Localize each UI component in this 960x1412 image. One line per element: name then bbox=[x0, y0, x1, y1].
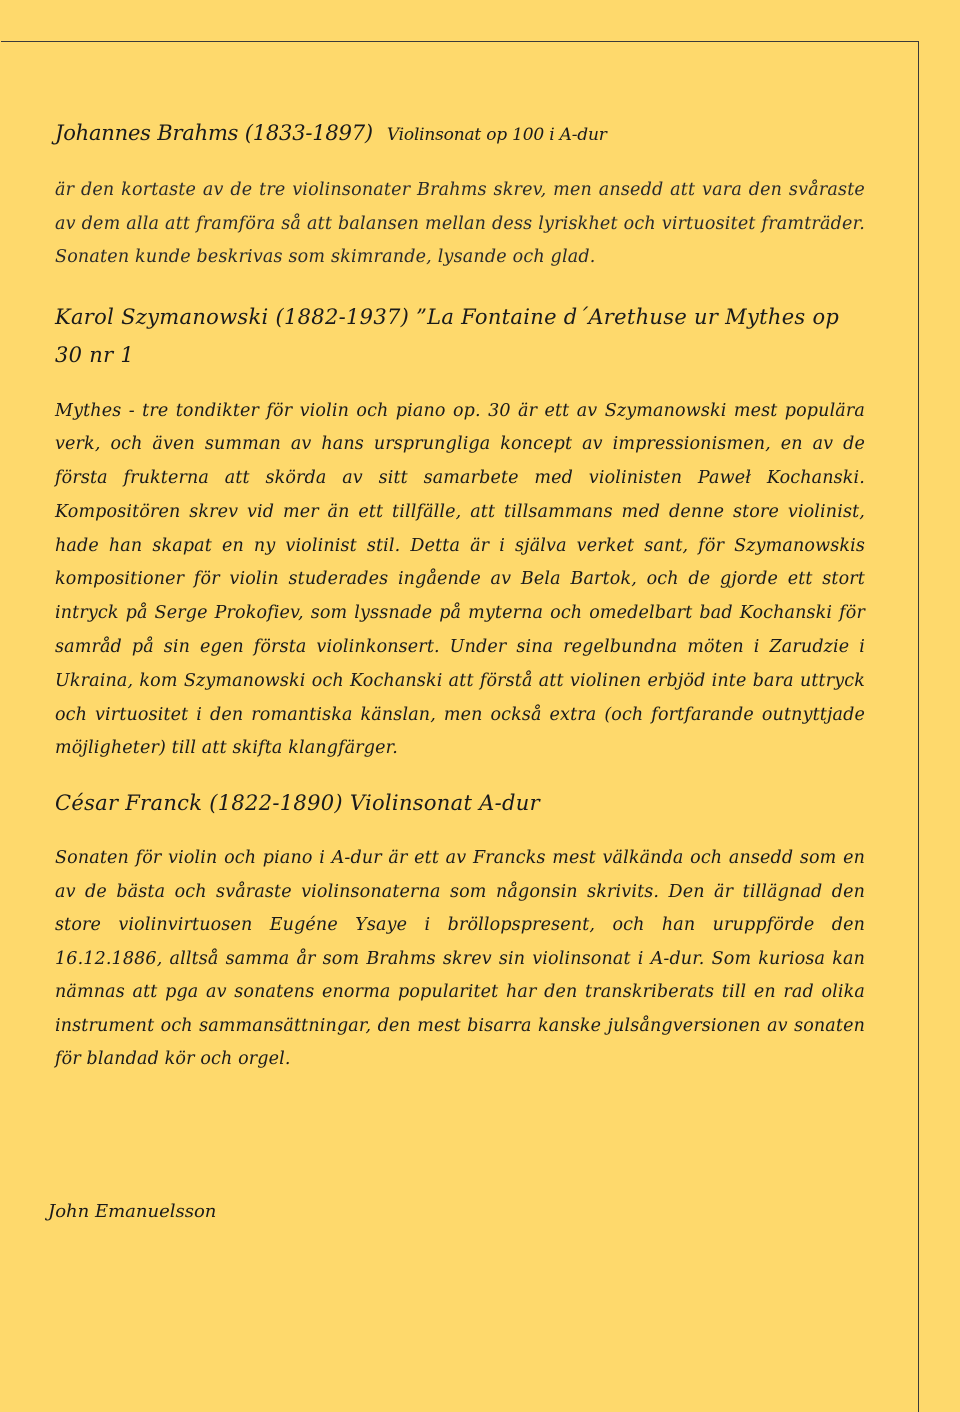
brahms-heading-title: Johannes Brahms (1833-1897) bbox=[55, 121, 373, 145]
szymanowski-heading: Karol Szymanowski (1882-1937) ”La Fontaine d´Arethuse ur Mythes op 30 nr 1 bbox=[55, 304, 840, 367]
brahms-paragraph: är den kortaste av de tre violinsonater Brahms skrev, men ansedd att vara den svåraste av dem alla att framföra så att balansen mellan dess lyriskhet och virtuositet framträder. Sonaten kunde beskrivas som skimrande, lysande och glad. bbox=[55, 180, 865, 267]
szymanowski-paragraph: Mythes - tre tondikter för violin och piano op. 30 är ett av Szymanowski mest populära verk, och även summan av hans ursprungliga koncept av impressionismen, en av de första frukterna att skörda av sitt samarbete med violinisten Paweł Kochanski. Kompositören skrev vid mer än ett tillfälle, att tillsammans med denne store violinist, hade han skapat en ny violinist stil. Detta är i själva verket sant, för Szymanowskis kompositioner för violin studerades ingående av Bela Bartok, och de gjorde ett stort intryck på Serge Prokofiev, som lyssnade på myterna och omedelbart bad Kochanski för samråd på sin egen första violinkonsert. Under sina regelbundna möten i Zarudzie i Ukraina, kom Szymanowski och Kochanski att förstå att violinen erbjöd inte bara uttryck och virtuositet i den romantiska känslan, men också extra (och fortfarande outnyttjade möjligheter) till att skifta klangfärger. bbox=[55, 400, 865, 759]
document-body bbox=[55, 118, 865, 1077]
franck-paragraph: Sonaten för violin och piano i A-dur är ett av Francks mest välkända och ansedd som en av de bästa och svåraste violinsonaterna som någonsin skrivits. Den är tillägnad den store violinvirtuosen Eugéne Ysaye i bröllopspresent, och han uruppförde den 16.12.1886, alltså samma år som Brahms skrev sin violinsonat i A-dur. Som kuriosa kan nämnas att pga av sonatens enorma popularitet har den transkriberats till en rad olika instrument och sammansättningar, den mest bisarra kanske julsångversionen av sonaten för blandad kör och orgel. bbox=[55, 848, 865, 1070]
brahms-heading-subtitle: Violinsonat op 100 i A-dur bbox=[386, 125, 607, 145]
franck-heading: César Franck (1822-1890) Violinsonat A-dur bbox=[55, 791, 540, 816]
brahms-heading bbox=[55, 118, 865, 150]
author-signature: John Emanuelsson bbox=[48, 1201, 217, 1222]
